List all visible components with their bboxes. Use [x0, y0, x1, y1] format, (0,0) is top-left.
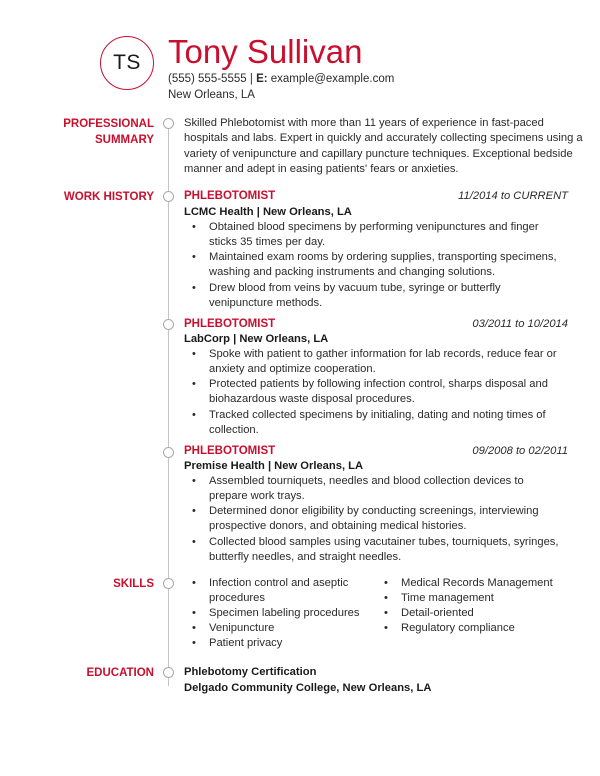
contact-line [168, 72, 394, 87]
skills-list-right [401, 576, 576, 636]
list-item: • Tracked collected specimens by initialing, dating and noting times of collection. [209, 408, 561, 438]
list-item: • Spoke with patient to gather information for lab records, reduce fear or anxiety and optimize cooperation. [209, 347, 561, 377]
timeline-dot-education [163, 667, 174, 678]
job-1-title: PHLEBOTOMIST [184, 190, 276, 202]
timeline-dot-job-2 [163, 319, 174, 330]
timeline-line [168, 118, 169, 686]
work-history-heading: WORK HISTORY [63, 191, 154, 203]
list-item: • Drew blood from veins by vacuum tube, syringe or butterfly venipuncture methods. [209, 281, 561, 311]
timeline-dot-skills [163, 578, 174, 589]
skill-item: • Patient privacy [209, 636, 369, 651]
candidate-name: Tony Sullivan [168, 33, 363, 70]
skill-item: • Detail-oriented [401, 606, 576, 621]
job-2-duties [209, 347, 561, 438]
summary-heading: PROFESSIONAL SUMMARY [63, 118, 154, 146]
skill-item: • Infection control and aseptic procedures [209, 576, 369, 606]
phone: (555) 555-5555 [168, 73, 247, 85]
skills-heading: SKILLS [113, 578, 154, 590]
education-school: Delgado Community College, New Orleans, LA [184, 682, 432, 694]
job-3-employer: Premise Health | New Orleans, LA [184, 460, 364, 472]
job-3-duties [209, 474, 561, 565]
summary-line: Skilled Phlebotomist with more than 11 years of experience in fast-paced [184, 117, 544, 129]
job-1-duties [209, 220, 561, 311]
job-1-employer: LCMC Health | New Orleans, LA [184, 206, 352, 218]
job-3-dates: 09/2008 to 02/2011 [472, 445, 568, 457]
timeline-dot-job-1 [163, 191, 174, 202]
address: New Orleans, LA [168, 89, 255, 101]
initials: TS [113, 51, 141, 74]
list-item: • Collected blood samples using vacutainer tubes, tourniquets, syringes, butterfly needles, and straight needles. [209, 535, 561, 565]
job-2-dates: 03/2011 to 10/2014 [472, 318, 568, 330]
skill-item: • Venipuncture [209, 621, 369, 636]
summary-text [184, 116, 583, 177]
list-item: • Assembled tourniquets, needles and blood collection devices to prepare work trays. [209, 474, 561, 504]
summary-line: manner and adept in easing patients' fears or anxieties. [184, 162, 459, 175]
list-item: • Obtained blood specimens by performing venipunctures and finger sticks 35 times per day. [209, 220, 561, 250]
skill-item: • Specimen labeling procedures [209, 606, 369, 621]
summary-line: hospitals and labs. Expert in quickly and accurately collecting specimens using a [184, 132, 583, 145]
list-item: • Determined donor eligibility by conducting screenings, interviewing prospective donors, and obtaining medical histories. [209, 504, 561, 534]
contact-separator: | [249, 73, 253, 85]
list-item: • Protected patients by following infection control, sharps disposal and biohazardous waste disposal procedures. [209, 377, 561, 407]
education-degree: Phlebotomy Certification [184, 666, 317, 678]
timeline-dot-job-3 [163, 447, 174, 458]
email: example@example.com [270, 73, 395, 85]
list-item: • Maintained exam rooms by ordering supplies, transporting specimens, washing and packing instruments and changing solutions. [209, 250, 561, 280]
job-2-employer: LabCorp | New Orleans, LA [184, 333, 329, 345]
timeline-dot-summary [163, 118, 174, 129]
job-1-dates: 11/2014 to CURRENT [458, 190, 568, 202]
skill-item: • Regulatory compliance [401, 621, 576, 636]
education-heading: EDUCATION [86, 667, 154, 679]
skill-item: • Medical Records Management [401, 576, 576, 591]
job-3-title: PHLEBOTOMIST [184, 445, 276, 457]
skills-list-left [209, 576, 369, 651]
job-2-title: PHLEBOTOMIST [184, 318, 276, 330]
summary-line: variety of venipuncture and capillary puncture techniques. Exceptional bedside [184, 147, 573, 160]
monogram-badge [100, 36, 154, 90]
skill-item: • Time management [401, 591, 576, 606]
email-label: E: [256, 73, 268, 85]
